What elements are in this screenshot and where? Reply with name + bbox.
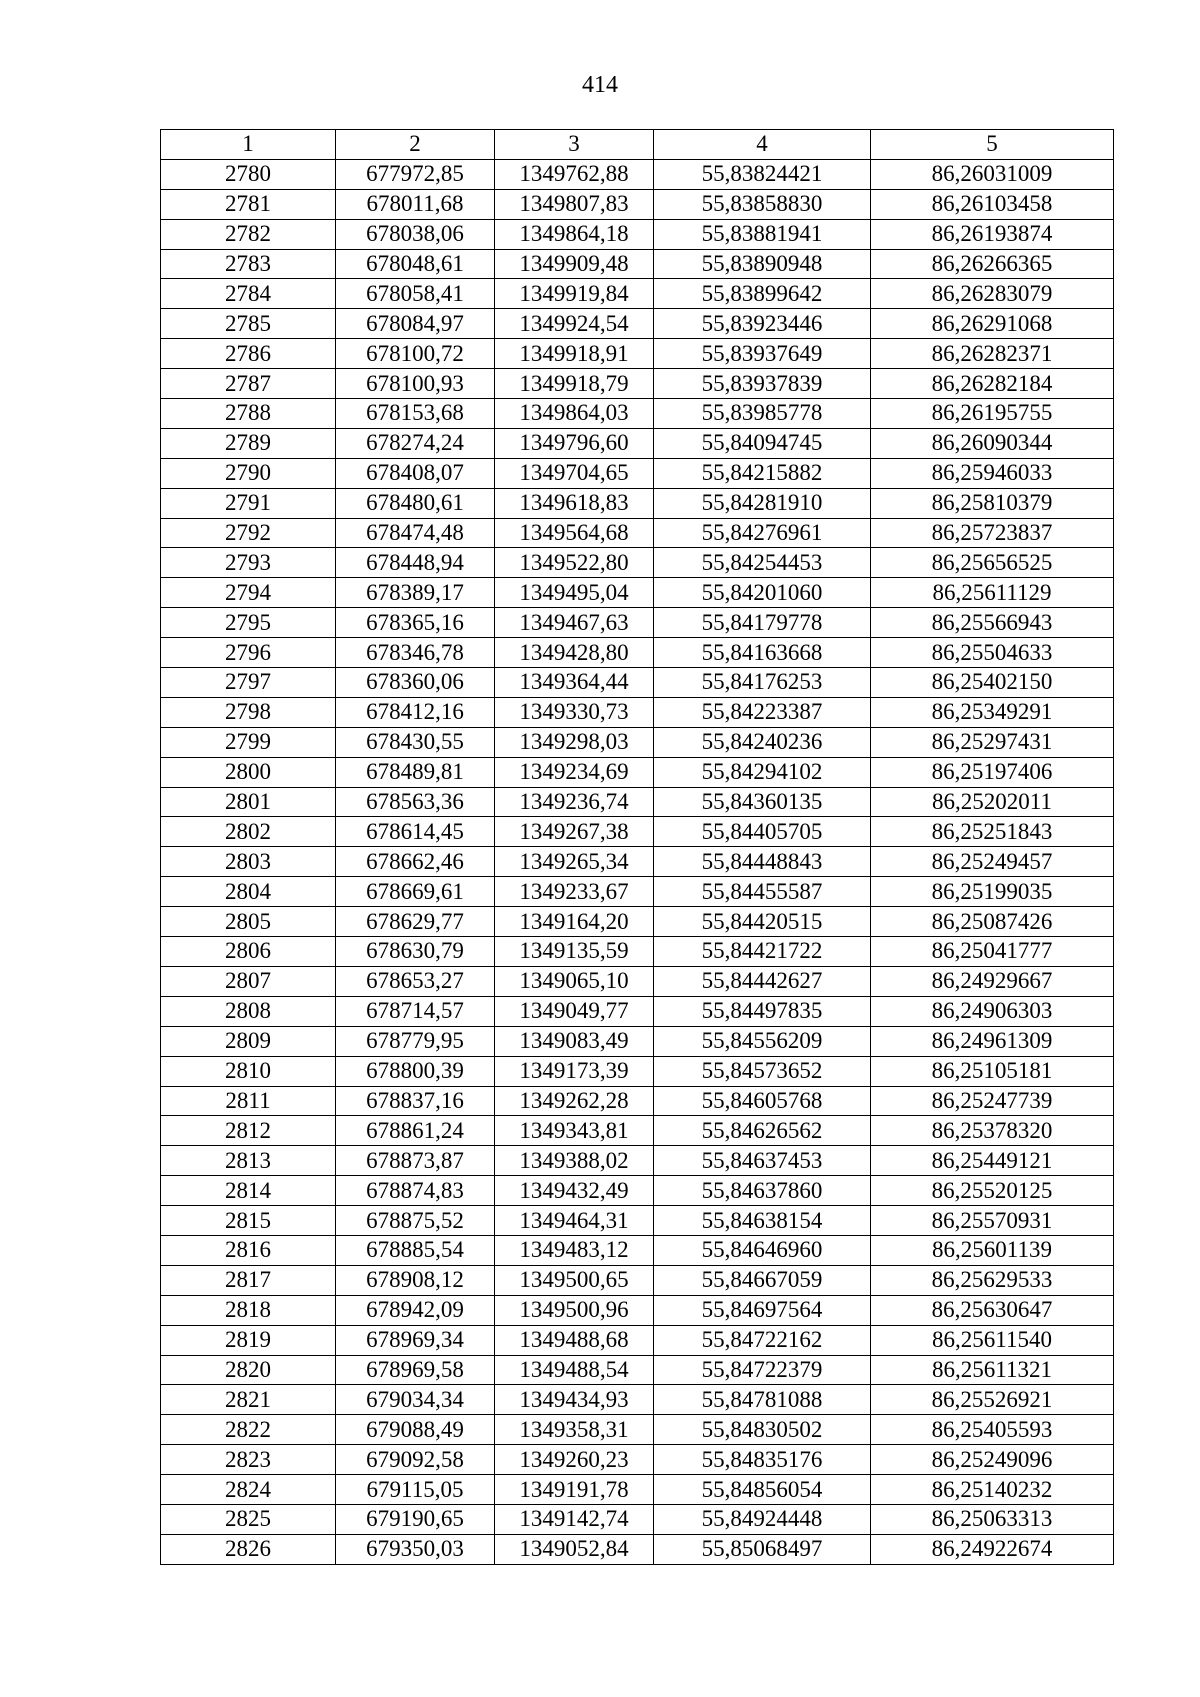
table-cell: 2802	[161, 817, 336, 847]
table-cell: 678058,41	[336, 279, 495, 309]
table-cell: 1349164,20	[495, 907, 654, 937]
table-cell: 2814	[161, 1176, 336, 1206]
table-body	[161, 159, 1114, 1564]
table-cell: 86,26291068	[871, 309, 1114, 339]
table-cell: 55,84856054	[654, 1475, 871, 1505]
table-cell: 1349173,39	[495, 1056, 654, 1086]
table-cell: 2790	[161, 458, 336, 488]
table-cell: 2812	[161, 1116, 336, 1146]
table-cell: 678873,87	[336, 1146, 495, 1176]
table-cell: 86,26282371	[871, 339, 1114, 369]
table-cell: 678100,72	[336, 339, 495, 369]
table-cell: 86,26090344	[871, 428, 1114, 458]
header-row	[161, 130, 1114, 160]
table-cell: 678153,68	[336, 399, 495, 429]
table-cell: 678837,16	[336, 1086, 495, 1116]
table-cell: 86,26266365	[871, 249, 1114, 279]
table-cell: 2826	[161, 1534, 336, 1564]
table-cell: 1349918,79	[495, 369, 654, 399]
table-row	[161, 847, 1114, 877]
table-cell: 2824	[161, 1475, 336, 1505]
table-row	[161, 996, 1114, 1026]
table-row	[161, 219, 1114, 249]
table-cell: 678669,61	[336, 877, 495, 907]
table-cell: 1349262,28	[495, 1086, 654, 1116]
table-cell: 55,84722379	[654, 1355, 871, 1385]
table-cell: 86,25504633	[871, 638, 1114, 668]
table-cell: 55,84294102	[654, 757, 871, 787]
table-cell: 55,84835176	[654, 1445, 871, 1475]
table-cell: 55,84240236	[654, 727, 871, 757]
table-cell: 2816	[161, 1235, 336, 1265]
table-cell: 678630,79	[336, 937, 495, 967]
table-cell: 1349260,23	[495, 1445, 654, 1475]
table-cell: 2783	[161, 249, 336, 279]
table-cell: 1349924,54	[495, 309, 654, 339]
table-row	[161, 189, 1114, 219]
table-cell: 1349330,73	[495, 697, 654, 727]
table-cell: 1349704,65	[495, 458, 654, 488]
table-cell: 678629,77	[336, 907, 495, 937]
table-cell: 55,84626562	[654, 1116, 871, 1146]
table-row	[161, 1415, 1114, 1445]
table-cell: 86,25140232	[871, 1475, 1114, 1505]
table-header	[161, 130, 1114, 160]
table-row	[161, 1235, 1114, 1265]
table-cell: 55,84605768	[654, 1086, 871, 1116]
table-cell: 2794	[161, 578, 336, 608]
table-cell: 678563,36	[336, 787, 495, 817]
column-header: 4	[654, 130, 871, 160]
table-cell: 678942,09	[336, 1295, 495, 1325]
table-cell: 2793	[161, 548, 336, 578]
table-cell: 2813	[161, 1146, 336, 1176]
column-header: 1	[161, 130, 336, 160]
table-cell: 678779,95	[336, 1026, 495, 1056]
table-cell: 86,25297431	[871, 727, 1114, 757]
table-cell: 55,84573652	[654, 1056, 871, 1086]
table-cell: 55,83890948	[654, 249, 871, 279]
table-cell: 1349364,44	[495, 668, 654, 698]
table-cell: 2823	[161, 1445, 336, 1475]
table-cell: 55,84830502	[654, 1415, 871, 1445]
table-cell: 86,25063313	[871, 1504, 1114, 1534]
table-cell: 86,25629533	[871, 1265, 1114, 1295]
table-cell: 1349464,31	[495, 1206, 654, 1236]
table-cell: 86,24961309	[871, 1026, 1114, 1056]
table-cell: 1349234,69	[495, 757, 654, 787]
table-cell: 55,83881941	[654, 219, 871, 249]
table-cell: 1349618,83	[495, 488, 654, 518]
table-cell: 678662,46	[336, 847, 495, 877]
table-row	[161, 1295, 1114, 1325]
table-cell: 2808	[161, 996, 336, 1026]
table-row	[161, 668, 1114, 698]
table-cell: 86,25087426	[871, 907, 1114, 937]
table-row	[161, 1056, 1114, 1086]
table-cell: 1349483,12	[495, 1235, 654, 1265]
table-cell: 1349864,03	[495, 399, 654, 429]
table-cell: 1349500,65	[495, 1265, 654, 1295]
table-cell: 55,84281910	[654, 488, 871, 518]
table-cell: 679115,05	[336, 1475, 495, 1505]
table-cell: 55,84420515	[654, 907, 871, 937]
table-cell: 1349500,96	[495, 1295, 654, 1325]
table-cell: 55,84697564	[654, 1295, 871, 1325]
table-cell: 678885,54	[336, 1235, 495, 1265]
table-row	[161, 1534, 1114, 1564]
table-cell: 86,26195755	[871, 399, 1114, 429]
table-cell: 1349488,68	[495, 1325, 654, 1355]
table-cell: 55,84556209	[654, 1026, 871, 1056]
table-cell: 86,25402150	[871, 668, 1114, 698]
table-cell: 1349467,63	[495, 608, 654, 638]
table-cell: 86,26031009	[871, 159, 1114, 189]
table-cell: 678474,48	[336, 518, 495, 548]
table-cell: 2789	[161, 428, 336, 458]
table-cell: 55,84179778	[654, 608, 871, 638]
table-cell: 1349233,67	[495, 877, 654, 907]
table-row	[161, 1355, 1114, 1385]
table-cell: 86,25197406	[871, 757, 1114, 787]
table-row	[161, 159, 1114, 189]
table-cell: 86,25251843	[871, 817, 1114, 847]
table-cell: 86,25199035	[871, 877, 1114, 907]
table-cell: 679034,34	[336, 1385, 495, 1415]
column-header: 5	[871, 130, 1114, 160]
table-cell: 1349052,84	[495, 1534, 654, 1564]
table-cell: 86,25349291	[871, 697, 1114, 727]
table-cell: 86,25723837	[871, 518, 1114, 548]
table-cell: 2809	[161, 1026, 336, 1056]
table-cell: 1349919,84	[495, 279, 654, 309]
table-cell: 1349142,74	[495, 1504, 654, 1534]
table-cell: 2780	[161, 159, 336, 189]
table-cell: 1349265,34	[495, 847, 654, 877]
coordinates-table	[160, 129, 1114, 1565]
table-cell: 2821	[161, 1385, 336, 1415]
table-cell: 678874,83	[336, 1176, 495, 1206]
table-row	[161, 1385, 1114, 1415]
table-cell: 1349762,88	[495, 159, 654, 189]
table-cell: 678800,39	[336, 1056, 495, 1086]
table-cell: 678969,34	[336, 1325, 495, 1355]
table-cell: 1349065,10	[495, 966, 654, 996]
table-cell: 2807	[161, 966, 336, 996]
table-cell: 55,84455587	[654, 877, 871, 907]
table-row	[161, 727, 1114, 757]
table-cell: 55,84094745	[654, 428, 871, 458]
table-cell: 55,84360135	[654, 787, 871, 817]
table-cell: 86,25247739	[871, 1086, 1114, 1116]
table-cell: 1349522,80	[495, 548, 654, 578]
table-cell: 678614,45	[336, 817, 495, 847]
table-cell: 86,24922674	[871, 1534, 1114, 1564]
table-cell: 86,25810379	[871, 488, 1114, 518]
table-cell: 678048,61	[336, 249, 495, 279]
table-row	[161, 1445, 1114, 1475]
table-cell: 55,83985778	[654, 399, 871, 429]
table-cell: 678489,81	[336, 757, 495, 787]
table-cell: 55,84201060	[654, 578, 871, 608]
table-cell: 1349083,49	[495, 1026, 654, 1056]
table-cell: 2819	[161, 1325, 336, 1355]
table-cell: 55,84646960	[654, 1235, 871, 1265]
table-cell: 1349343,81	[495, 1116, 654, 1146]
table-cell: 1349864,18	[495, 219, 654, 249]
table-cell: 1349495,04	[495, 578, 654, 608]
table-cell: 1349918,91	[495, 339, 654, 369]
table-row	[161, 458, 1114, 488]
table-cell: 2795	[161, 608, 336, 638]
table-cell: 1349796,60	[495, 428, 654, 458]
table-cell: 55,84405705	[654, 817, 871, 847]
table-cell: 55,84722162	[654, 1325, 871, 1355]
table-cell: 2800	[161, 757, 336, 787]
table-cell: 678365,16	[336, 608, 495, 638]
table-cell: 86,25249457	[871, 847, 1114, 877]
table-row	[161, 578, 1114, 608]
table-cell: 2785	[161, 309, 336, 339]
table-cell: 678861,24	[336, 1116, 495, 1146]
table-cell: 678346,78	[336, 638, 495, 668]
table-cell: 55,84497835	[654, 996, 871, 1026]
table-cell: 55,84254453	[654, 548, 871, 578]
table-row	[161, 488, 1114, 518]
table-cell: 86,25601139	[871, 1235, 1114, 1265]
table-cell: 678969,58	[336, 1355, 495, 1385]
table-cell: 2820	[161, 1355, 336, 1385]
table-row	[161, 697, 1114, 727]
table-cell: 55,85068497	[654, 1534, 871, 1564]
table-cell: 1349049,77	[495, 996, 654, 1026]
table-cell: 678714,57	[336, 996, 495, 1026]
table-row	[161, 608, 1114, 638]
table-cell: 2817	[161, 1265, 336, 1295]
table-cell: 86,26103458	[871, 189, 1114, 219]
table-cell: 86,25526921	[871, 1385, 1114, 1415]
table-cell: 86,25630647	[871, 1295, 1114, 1325]
table-cell: 2781	[161, 189, 336, 219]
table-cell: 86,25449121	[871, 1146, 1114, 1176]
table-row	[161, 1265, 1114, 1295]
table-row	[161, 817, 1114, 847]
table-row	[161, 1176, 1114, 1206]
table-cell: 678653,27	[336, 966, 495, 996]
table-cell: 86,25611129	[871, 578, 1114, 608]
table-cell: 678389,17	[336, 578, 495, 608]
table-cell: 55,84667059	[654, 1265, 871, 1295]
table-cell: 55,84638154	[654, 1206, 871, 1236]
table-row	[161, 339, 1114, 369]
table-cell: 86,25570931	[871, 1206, 1114, 1236]
table-cell: 86,25405593	[871, 1415, 1114, 1445]
table-cell: 55,84781088	[654, 1385, 871, 1415]
table-row	[161, 1504, 1114, 1534]
table-cell: 2815	[161, 1206, 336, 1236]
table-row	[161, 249, 1114, 279]
table-row	[161, 907, 1114, 937]
table-cell: 55,84637453	[654, 1146, 871, 1176]
table-cell: 86,25611540	[871, 1325, 1114, 1355]
table-row	[161, 1086, 1114, 1116]
table-cell: 86,26283079	[871, 279, 1114, 309]
table-cell: 55,84924448	[654, 1504, 871, 1534]
table-row	[161, 548, 1114, 578]
table-cell: 55,84176253	[654, 668, 871, 698]
table-cell: 86,25566943	[871, 608, 1114, 638]
page-number: 414	[582, 72, 618, 98]
table-cell: 2818	[161, 1295, 336, 1325]
table-cell: 1349428,80	[495, 638, 654, 668]
table-cell: 1349432,49	[495, 1176, 654, 1206]
table-cell: 86,25105181	[871, 1056, 1114, 1086]
table-cell: 2788	[161, 399, 336, 429]
table-cell: 2782	[161, 219, 336, 249]
table-cell: 55,83858830	[654, 189, 871, 219]
table-row	[161, 966, 1114, 996]
table-row	[161, 638, 1114, 668]
table-cell: 2811	[161, 1086, 336, 1116]
table-cell: 55,84276961	[654, 518, 871, 548]
table-cell: 55,83923446	[654, 309, 871, 339]
table-cell: 1349135,59	[495, 937, 654, 967]
table-cell: 678448,94	[336, 548, 495, 578]
table-row	[161, 309, 1114, 339]
table-cell: 2787	[161, 369, 336, 399]
table-cell: 55,84215882	[654, 458, 871, 488]
table-cell: 678274,24	[336, 428, 495, 458]
table-cell: 678011,68	[336, 189, 495, 219]
table-cell: 2791	[161, 488, 336, 518]
table-cell: 55,84421722	[654, 937, 871, 967]
table-cell: 2810	[161, 1056, 336, 1086]
table-cell: 2804	[161, 877, 336, 907]
table-cell: 2803	[161, 847, 336, 877]
table-cell: 2784	[161, 279, 336, 309]
table-row	[161, 399, 1114, 429]
table-row	[161, 1206, 1114, 1236]
table-cell: 86,24906303	[871, 996, 1114, 1026]
table-cell: 678360,06	[336, 668, 495, 698]
table-cell: 86,25656525	[871, 548, 1114, 578]
table-cell: 86,25041777	[871, 937, 1114, 967]
table-cell: 2792	[161, 518, 336, 548]
table-row	[161, 1475, 1114, 1505]
table-cell: 55,84442627	[654, 966, 871, 996]
table-cell: 1349909,48	[495, 249, 654, 279]
table-row	[161, 787, 1114, 817]
table-cell: 2825	[161, 1504, 336, 1534]
table-row	[161, 279, 1114, 309]
table-cell: 679092,58	[336, 1445, 495, 1475]
table-cell: 55,83937839	[654, 369, 871, 399]
table-cell: 2805	[161, 907, 336, 937]
table-cell: 1349298,03	[495, 727, 654, 757]
table-cell: 1349236,74	[495, 787, 654, 817]
table-cell: 678100,93	[336, 369, 495, 399]
table-cell: 86,25202011	[871, 787, 1114, 817]
table-row	[161, 1026, 1114, 1056]
table-cell: 86,25946033	[871, 458, 1114, 488]
table-cell: 2797	[161, 668, 336, 698]
table-cell: 1349267,38	[495, 817, 654, 847]
table-cell: 86,26193874	[871, 219, 1114, 249]
table-cell: 2786	[161, 339, 336, 369]
table-cell: 2799	[161, 727, 336, 757]
table-row	[161, 1116, 1114, 1146]
table-cell: 678412,16	[336, 697, 495, 727]
table-row	[161, 877, 1114, 907]
table-cell: 55,84223387	[654, 697, 871, 727]
table-cell: 2801	[161, 787, 336, 817]
table-row	[161, 518, 1114, 548]
table-cell: 678430,55	[336, 727, 495, 757]
table-cell: 2806	[161, 937, 336, 967]
table-cell: 86,25611321	[871, 1355, 1114, 1385]
table-cell: 679088,49	[336, 1415, 495, 1445]
table-cell: 86,25378320	[871, 1116, 1114, 1146]
table-cell: 679350,03	[336, 1534, 495, 1564]
table-cell: 1349434,93	[495, 1385, 654, 1415]
column-header: 3	[495, 130, 654, 160]
table-cell: 678480,61	[336, 488, 495, 518]
table-cell: 1349564,68	[495, 518, 654, 548]
table-cell: 1349388,02	[495, 1146, 654, 1176]
table-cell: 1349358,31	[495, 1415, 654, 1445]
table-row	[161, 757, 1114, 787]
table-cell: 55,83824421	[654, 159, 871, 189]
table-cell: 86,26282184	[871, 369, 1114, 399]
table-cell: 2796	[161, 638, 336, 668]
table-cell: 55,84163668	[654, 638, 871, 668]
table-cell: 678408,07	[336, 458, 495, 488]
column-header: 2	[336, 130, 495, 160]
table-cell: 1349191,78	[495, 1475, 654, 1505]
table-row	[161, 369, 1114, 399]
table-cell: 55,84637860	[654, 1176, 871, 1206]
table-cell: 678038,06	[336, 219, 495, 249]
table-cell: 677972,85	[336, 159, 495, 189]
table-cell: 1349807,83	[495, 189, 654, 219]
table-row	[161, 1146, 1114, 1176]
table-row	[161, 1325, 1114, 1355]
table-row	[161, 937, 1114, 967]
table-cell: 678908,12	[336, 1265, 495, 1295]
table-cell: 2798	[161, 697, 336, 727]
table-cell: 86,25249096	[871, 1445, 1114, 1475]
table-cell: 86,24929667	[871, 966, 1114, 996]
table-cell: 55,83899642	[654, 279, 871, 309]
table-cell: 678084,97	[336, 309, 495, 339]
table-cell: 678875,52	[336, 1206, 495, 1236]
table-cell: 55,83937649	[654, 339, 871, 369]
table-cell: 679190,65	[336, 1504, 495, 1534]
table-row	[161, 428, 1114, 458]
table-cell: 2822	[161, 1415, 336, 1445]
table-cell: 86,25520125	[871, 1176, 1114, 1206]
table-cell: 55,84448843	[654, 847, 871, 877]
table-cell: 1349488,54	[495, 1355, 654, 1385]
